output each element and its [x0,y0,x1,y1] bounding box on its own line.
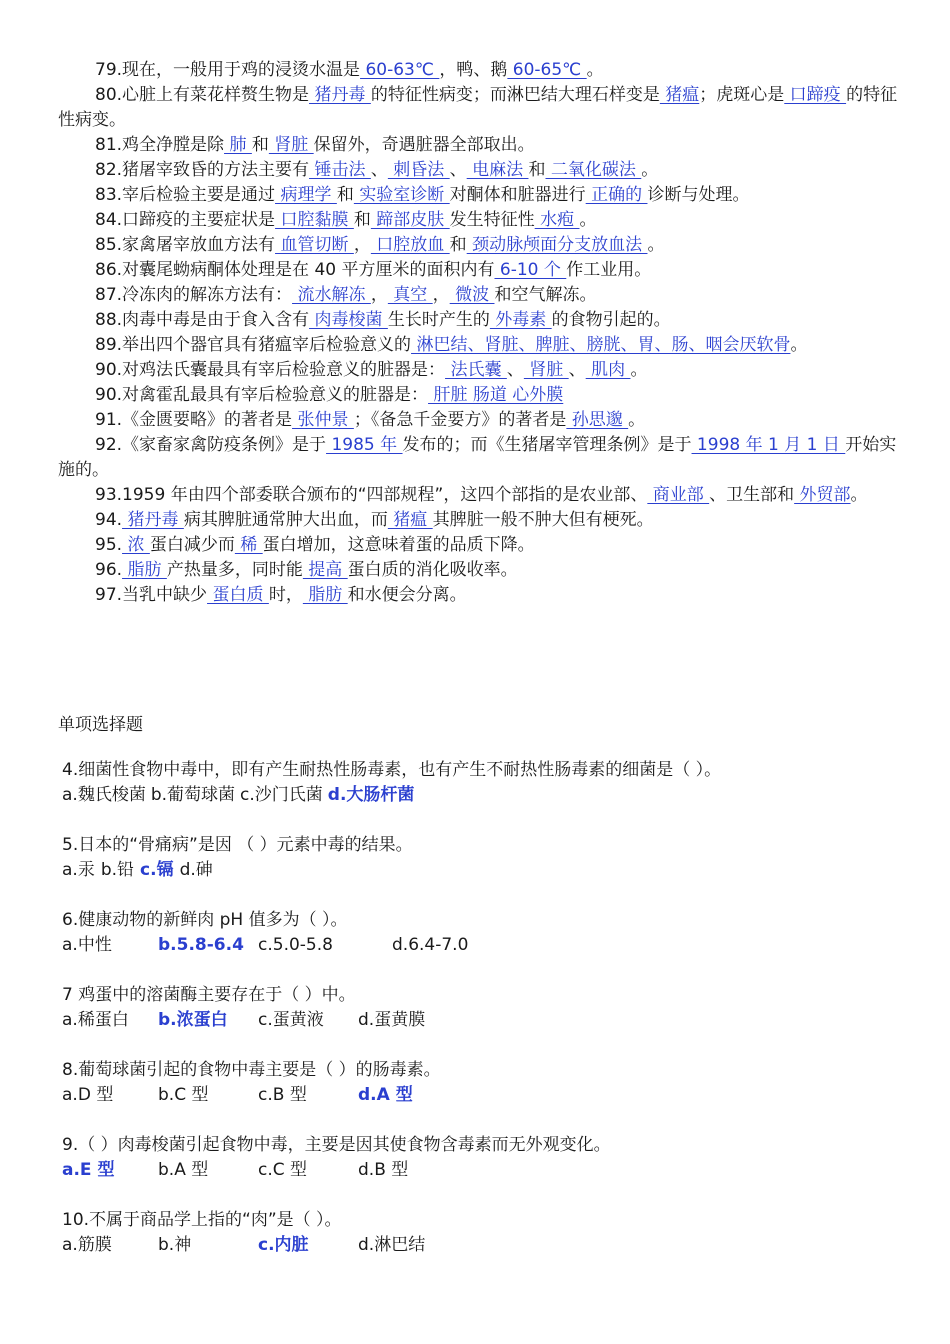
options-row [62,858,902,883]
mc-question [62,1133,902,1183]
option: c.C 型 [258,1160,308,1180]
correct-option: a.E 型 [62,1160,115,1180]
options-row [62,1008,902,1033]
question-text: 。 [579,210,597,230]
option: b.神 [158,1235,192,1255]
answer-text: 张仲景 [292,410,354,430]
option: b.铅 [100,860,135,880]
question-text: 和 [528,160,546,180]
option: c.B 型 [258,1085,307,1105]
question-stem: 6.健康动物的新鲜肉 pH 值多为（ ）。 [62,910,348,930]
question-text: 81.鸡全净膛是除 [95,135,225,155]
fill-question [58,358,898,383]
fill-question [58,158,898,183]
answer-text: 猪瘟 [387,510,433,530]
question-text: 和空气解冻。 [494,285,597,305]
question-text: 和 [353,210,371,230]
question-text: 产热量多，同时能 [166,560,303,580]
option: d.蛋黄膜 [358,1010,426,1030]
answer-text: 肌肉 [585,360,631,380]
question-text: 92.《家畜家禽防疫条例》是于 [95,435,327,455]
question-text: 97.当乳中缺少 [95,585,208,605]
answer-text: 猪丹毒 [309,85,371,105]
question-text: 对酮体和脏器进行 [449,185,586,205]
fill-question [58,333,898,358]
option: a.筋膜 [62,1235,112,1255]
question-text: 和 [449,235,467,255]
answer-text: 外贸部 [794,485,851,505]
answer-text: 浓 [122,535,150,555]
mc-question [62,1058,902,1108]
option: b.A 型 [158,1160,209,1180]
question-text: 。 [641,160,659,180]
options-row [62,1233,902,1258]
fill-question [58,558,898,583]
question-text: 88.肉毒中毒是由于食入含有 [95,310,310,330]
question-text: 开始实施的。 [58,435,897,480]
option: b.C 型 [158,1085,209,1105]
question-text: 。 [647,235,665,255]
fill-question [58,308,898,333]
question-stem: 7 鸡蛋中的溶菌酶主要存在于（ ）中。 [62,985,356,1005]
question-text: 。 [628,410,646,430]
question-text: 82.猪屠宰致昏的方法主要有 [95,160,310,180]
question-text: 其脾脏一般不肿大但有梗死。 [432,510,654,530]
answer-text: 淋巴结、肾脏、脾脏、膀胱、胃、肠、咽会厌软骨 [411,335,791,355]
fill-question [58,483,898,508]
fill-question [58,508,898,533]
answer-text: 猪丹毒 [122,510,184,530]
question-text: 。 [630,360,648,380]
question-text: 蛋白减少而 [149,535,235,555]
correct-option: c.内脏 [258,1235,309,1255]
answer-text: 肾脏 [268,135,314,155]
option: d.淋巴结 [358,1235,426,1255]
answer-text: 流水解冻 [292,285,371,305]
fill-question [58,83,898,133]
answer-text: 锤击法 [309,160,371,180]
option: b.葡萄球菌 [150,785,236,805]
answer-text: 外毒素 [489,310,552,330]
question-text: 90.对鸡法氏囊最具有宰后检验意义的脏器是： [95,360,446,380]
question-text: 发布的；而《生猪屠宰管理条例》是于 [402,435,692,455]
question-text: ， [432,285,450,305]
question-text: 的特征性病变；而淋巴结大理石样变是 [370,85,660,105]
option: d.砷 [179,860,213,880]
question-text: 90.对禽霍乱最具有宰后检验意义的脏器是： [95,385,429,405]
fill-question [58,433,898,483]
options-row [62,1158,902,1183]
answer-text: 稀 [234,535,263,555]
question-stem: 5.日本的“骨痛病”是因 （ ）元素中毒的结果。 [62,835,413,855]
question-text: 蛋白增加，这意味着蛋的品质下降。 [262,535,535,555]
question-text: 、 [370,160,388,180]
answer-text: 电麻法 [466,160,529,180]
answer-text: 正确的 [585,185,648,205]
question-text: 、卫生部和 [709,485,795,505]
answer-text: 猪瘟 [659,85,700,105]
question-text: 和水便会分离。 [347,585,467,605]
fill-question [58,58,898,83]
answer-text: 病理学 [275,185,337,205]
option: a.D 型 [62,1085,114,1105]
option: d.6.4-7.0 [392,935,469,955]
answer-text: 血管切断 [275,235,354,255]
mc-question [62,833,902,883]
option: a.汞 [62,860,95,880]
correct-option: c.镉 [140,860,174,880]
answer-text: 蹄部皮肤 [370,210,450,230]
answer-text: 肺 [224,135,252,155]
question-text: ；虎斑心是 [699,85,785,105]
answer-text: 二氧化碳法 [545,160,642,180]
answer-text: 提高 [302,560,348,580]
question-text: 、 [506,360,524,380]
question-text: 、 [568,360,586,380]
fill-question [58,133,898,158]
answer-text: 水疱 [534,210,580,230]
fill-question [58,408,898,433]
answer-text: 脂肪 [122,560,167,580]
question-text: 83.宰后检验主要是通过 [95,185,276,205]
multiple-choice-section [62,758,902,1283]
question-text: 。 [586,60,604,80]
question-text: 时， [268,585,303,605]
fill-question [58,383,898,408]
option: c.蛋黄液 [258,1010,324,1030]
fill-question [58,183,898,208]
answer-text: 口蹄疫 [784,85,847,105]
section-title: 单项选择题 [58,715,143,735]
question-text: 91.《金匮要略》的著者是 [95,410,293,430]
answer-text: 口腔放血 [370,235,450,255]
question-stem: 9.（ ）肉毒梭菌引起食物中毒，主要是因其使食物含毒素而无外观变化。 [62,1135,611,1155]
question-text: 诊断与处理。 [647,185,750,205]
question-text: 93.1959 年由四个部委联合颁布的“四部规程”，这四个部指的是农业部、 [95,485,648,505]
answer-text: 蛋白质 [207,585,269,605]
question-text: 86.对囊尾蚴病酮体处理是在 40 平方厘米的面积内有 [95,260,495,280]
question-text: 、 [449,160,467,180]
correct-option: b.浓蛋白 [158,1010,228,1030]
question-text: ，鸭、鹅 [439,60,508,80]
mc-question [62,758,902,808]
option: a.魏氏梭菌 [62,785,146,805]
question-text: 80.心脏上有菜花样赘生物是 [95,85,310,105]
question-text: 79.现在，一般用于鸡的浸烫水温是 [95,60,361,80]
mc-question [62,983,902,1033]
option: d.B 型 [358,1160,409,1180]
question-text: 蛋白质的消化吸收率。 [347,560,518,580]
answer-text: 肾脏 [523,360,569,380]
answer-text: 颈动脉颅面分支放血法 [466,235,648,255]
correct-option: d.A 型 [358,1085,413,1105]
options-row [62,783,902,808]
answer-text: 肝脏 肠道 心外膜 [428,385,564,405]
answer-text: 1985 年 [326,435,403,455]
question-text: 生长时产生的 [387,310,490,330]
option: c.5.0-5.8 [258,935,333,955]
fill-question [58,283,898,308]
question-text: 和 [251,135,269,155]
fill-question [58,533,898,558]
answer-text: 微波 [449,285,495,305]
question-text: 保留外，奇遇脏器全部取出。 [313,135,535,155]
question-text: 。 [790,335,808,355]
question-text: 。 [850,485,868,505]
fill-in-section [58,58,898,608]
fill-question [58,233,898,258]
answer-text: 刺昏法 [387,160,450,180]
answer-text: 1998 年 1 月 1 日 [691,435,846,455]
question-text: 的食物引起的。 [551,310,671,330]
question-text: 和 [336,185,354,205]
question-text: ， [353,235,371,255]
question-text: 96. [95,560,123,580]
answer-text: 实验室诊断 [353,185,450,205]
question-text: ；《备急千金要方》的著者是 [353,410,567,430]
fill-question [58,208,898,233]
options-row [62,1083,902,1108]
answer-text: 真空 [387,285,433,305]
correct-option: d.大肠杆菌 [327,785,415,805]
options-row [62,933,902,958]
answer-text: 法氏囊 [445,360,507,380]
question-text: 95. [95,535,123,555]
question-text: ， [370,285,388,305]
mc-question [62,908,902,958]
question-text: 85.家禽屠宰放血方法有 [95,235,276,255]
answer-text: 口腔黏膜 [275,210,354,230]
answer-text: 肉毒梭菌 [309,310,388,330]
question-text: 的特征性病变。 [58,85,898,130]
mc-question [62,1208,902,1258]
question-stem: 10.不属于商品学上指的“肉”是（ ）。 [62,1210,342,1230]
question-text: 病其脾脏通常肿大出血，而 [183,510,388,530]
answer-text: 孙思邈 [566,410,629,430]
answer-text: 60-65℃ [507,60,587,80]
question-text: 87.冷冻肉的解冻方法有： [95,285,293,305]
answer-text: 6-10 个 [494,260,567,280]
option: c.沙门氏菌 [240,785,323,805]
answer-text: 60-63℃ [360,60,440,80]
question-text: 发生特征性 [449,210,535,230]
question-text: 94. [95,510,123,530]
question-text: 84.口蹄疫的主要症状是 [95,210,276,230]
fill-question [58,258,898,283]
fill-question [58,583,898,608]
question-stem: 4.细菌性食物中毒中，即有产生耐热性肠毒素，也有产生不耐热性肠毒素的细菌是（ ）。 [62,760,722,780]
option: a.稀蛋白 [62,1010,129,1030]
question-text: 89.举出四个器官具有猪瘟宰后检验意义的 [95,335,412,355]
answer-text: 脂肪 [302,585,348,605]
question-stem: 8.葡萄球菌引起的食物中毒主要是（ ）的肠毒素。 [62,1060,441,1080]
question-text: 作工业用。 [566,260,652,280]
correct-option: b.5.8-6.4 [158,935,244,955]
option: a.中性 [62,935,112,955]
answer-text: 商业部 [647,485,710,505]
